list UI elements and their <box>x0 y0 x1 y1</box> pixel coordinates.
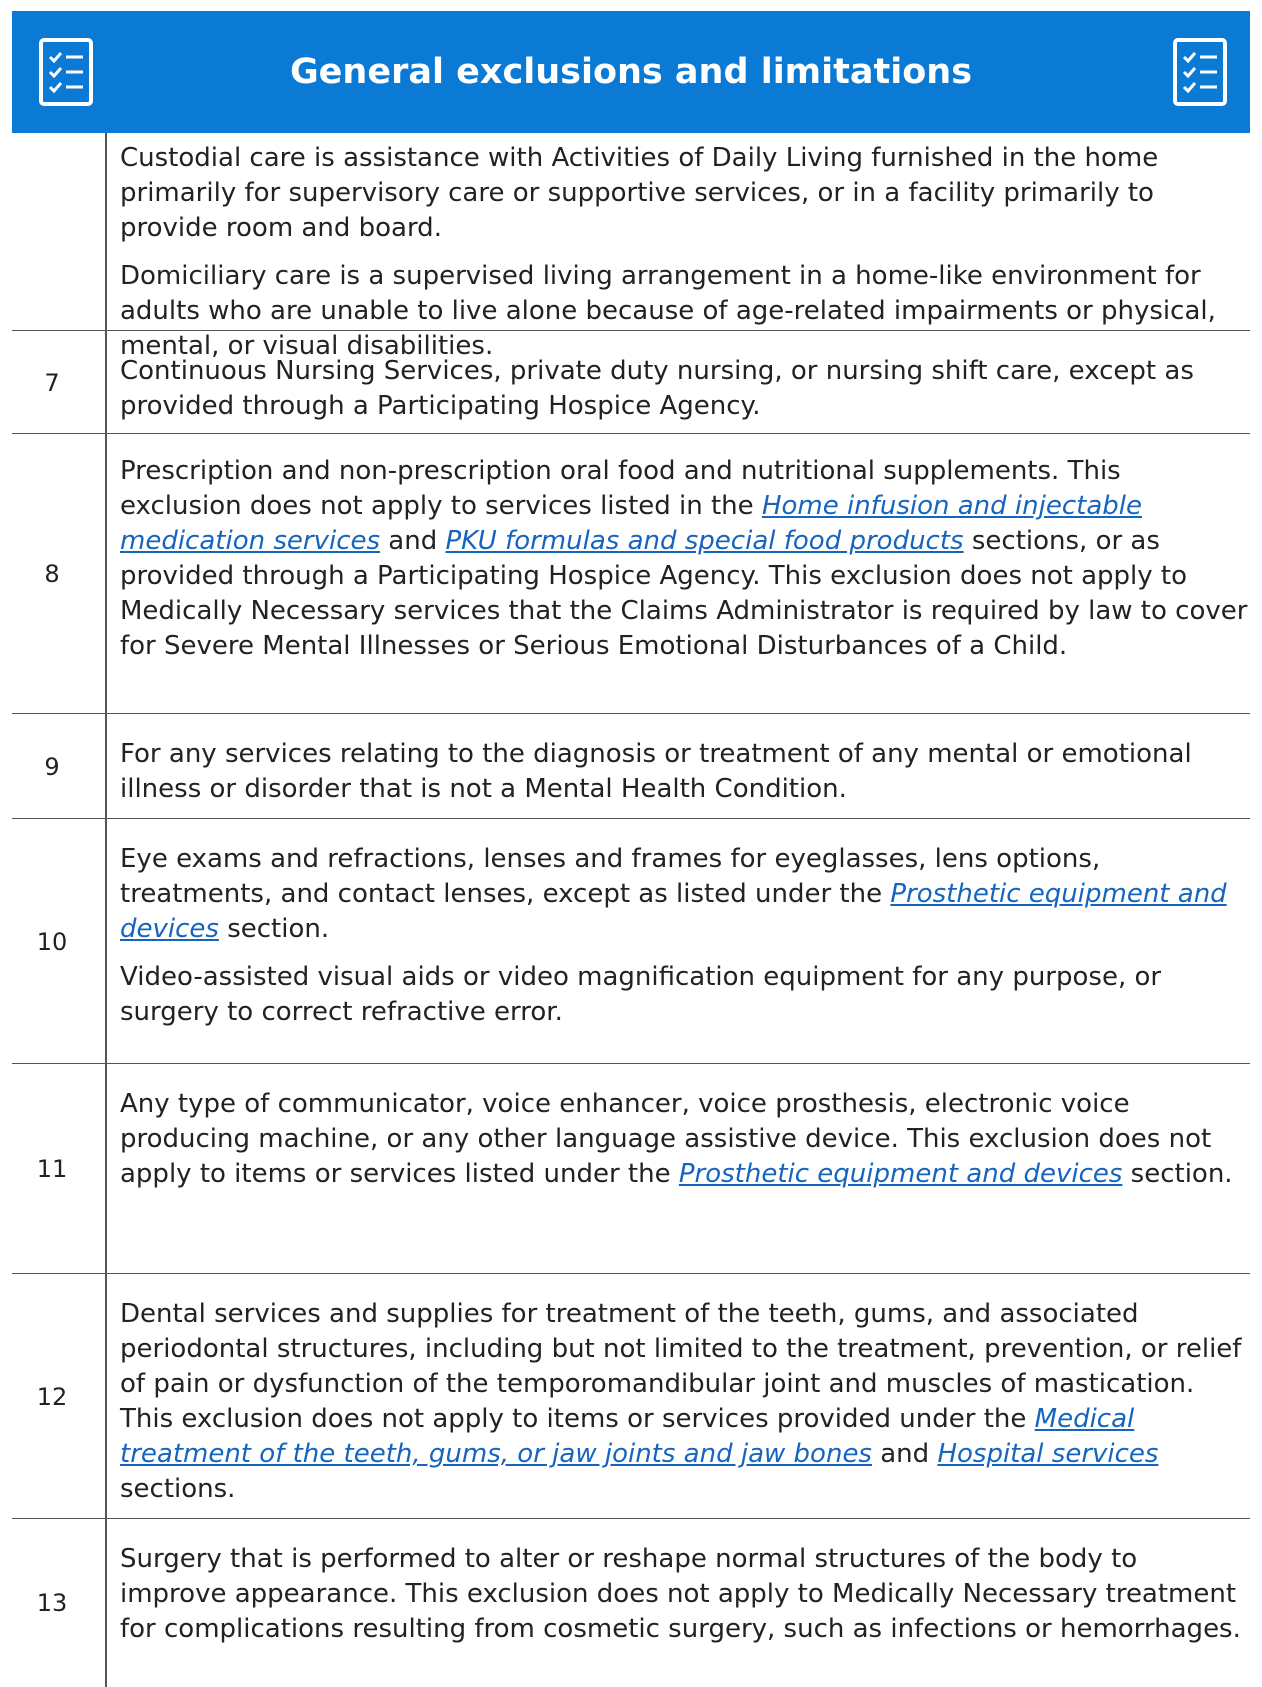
text-run: Surgery that is performed to alter or reshape normal structures of the body to improve appearance. This exclusion does not apply to Medically Necessary treatment for complications resulting from cosmetic surgery, such as infections or hemorrhages. <box>120 1544 1241 1644</box>
paragraph <box>120 737 1248 807</box>
section-link[interactable]: PKU formulas and special food products <box>445 526 964 556</box>
section-link[interactable]: Home infusion and injectable medication services <box>120 491 1142 556</box>
paragraph <box>120 141 1248 246</box>
table-row <box>12 1274 1250 1519</box>
text-run: Custodial care is assistance with Activities of Daily Living furnished in the home primarily for supervisory care or supportive services, or in a facility primarily to provide room and board. <box>120 143 1159 243</box>
row-text <box>120 1297 1248 1507</box>
text-run: and <box>871 1439 938 1469</box>
paragraph <box>120 454 1248 664</box>
row-number: 13 <box>36 1589 68 1617</box>
row-text <box>120 737 1248 807</box>
paragraph <box>120 842 1248 947</box>
text-run: Video-assisted visual aids or video magnification equipment for any purpose, or surgery to correct refractive error. <box>120 962 1162 1027</box>
row-number: 7 <box>44 368 60 397</box>
table-row <box>12 331 1250 434</box>
section-link[interactable]: Prosthetic equipment and devices <box>678 1159 1123 1189</box>
row-number: 9 <box>44 752 60 781</box>
text-run: sections, or as provided through a Participating Hospice Agency. This exclusion does not apply to Medically Necessary services that the Claims Administrator is required by law to cover for Severe Mental Illnesses or Serious Emotional Disturbances of a Child. <box>120 526 1248 661</box>
paragraph <box>120 1542 1248 1647</box>
text-run: Domiciliary care is a supervised living arrangement in a home-like environment for adults who are unable to live alone because of age-related impairments or physical, mental, or visual disabilities. <box>120 261 1216 361</box>
table-row <box>12 133 1250 361</box>
text-run: Eye exams and refractions, lenses and frames for eyeglasses, lens options, treatments, and contact lenses, except as listed under the <box>120 844 1101 909</box>
text-run: Any type of communicator, voice enhancer, voice prosthesis, electronic voice producing machine, or any other language assistive device. This exclusion does not apply to items or services listed under the <box>120 1089 1212 1189</box>
row-number: 10 <box>36 927 68 956</box>
row-text <box>120 1542 1248 1647</box>
section-link[interactable]: Prosthetic equipment and devices <box>120 879 1227 944</box>
text-run: For any services relating to the diagnosis or treatment of any mental or emotional illness or disorder that is not a Mental Health Condition. <box>120 739 1192 804</box>
table-row <box>12 1064 1250 1274</box>
row-text <box>120 842 1248 1030</box>
table-row <box>12 819 1250 1064</box>
table-row <box>12 714 1250 819</box>
checklist-icon <box>1172 37 1228 107</box>
text-run: section. <box>218 914 330 944</box>
section-header <box>12 11 1250 133</box>
exclusions-table <box>12 133 1250 1687</box>
text-run: sections. <box>120 1474 236 1504</box>
text-run: Continuous Nursing Services, private duty nursing, or nursing shift care, except as provided through a Participating Hospice Agency. <box>120 356 1194 421</box>
row-number: 8 <box>44 560 60 588</box>
row-number: 11 <box>36 1155 68 1183</box>
paragraph <box>120 960 1248 1030</box>
table-row <box>12 434 1250 714</box>
text-run: section. <box>1122 1159 1233 1189</box>
section-link[interactable]: Hospital services <box>937 1439 1159 1469</box>
text-run: and <box>380 526 446 556</box>
row-text <box>120 354 1248 424</box>
row-text <box>120 454 1248 664</box>
row-number: 12 <box>36 1382 68 1411</box>
table-row <box>12 1519 1250 1687</box>
section-link[interactable]: Medical treatment of the teeth, gums, or jaw joints and jaw bones <box>120 1404 1135 1469</box>
page-title: General exclusions and limitations <box>289 52 973 92</box>
text-run: Prescription and non-prescription oral food and nutritional supplements. This exclusion does not apply to services listed in the <box>120 456 1121 521</box>
paragraph <box>120 1297 1248 1507</box>
row-text <box>120 1087 1248 1192</box>
paragraph <box>120 1087 1248 1192</box>
paragraph <box>120 354 1248 424</box>
text-run: Dental services and supplies for treatment of the teeth, gums, and associated periodontal structures, including but not limited to the treatment, prevention, or relief of pain or dysfunction of the temporomandibular joint and muscles of mastication. This exclusion does not apply to items or services provided under the <box>120 1299 1242 1434</box>
